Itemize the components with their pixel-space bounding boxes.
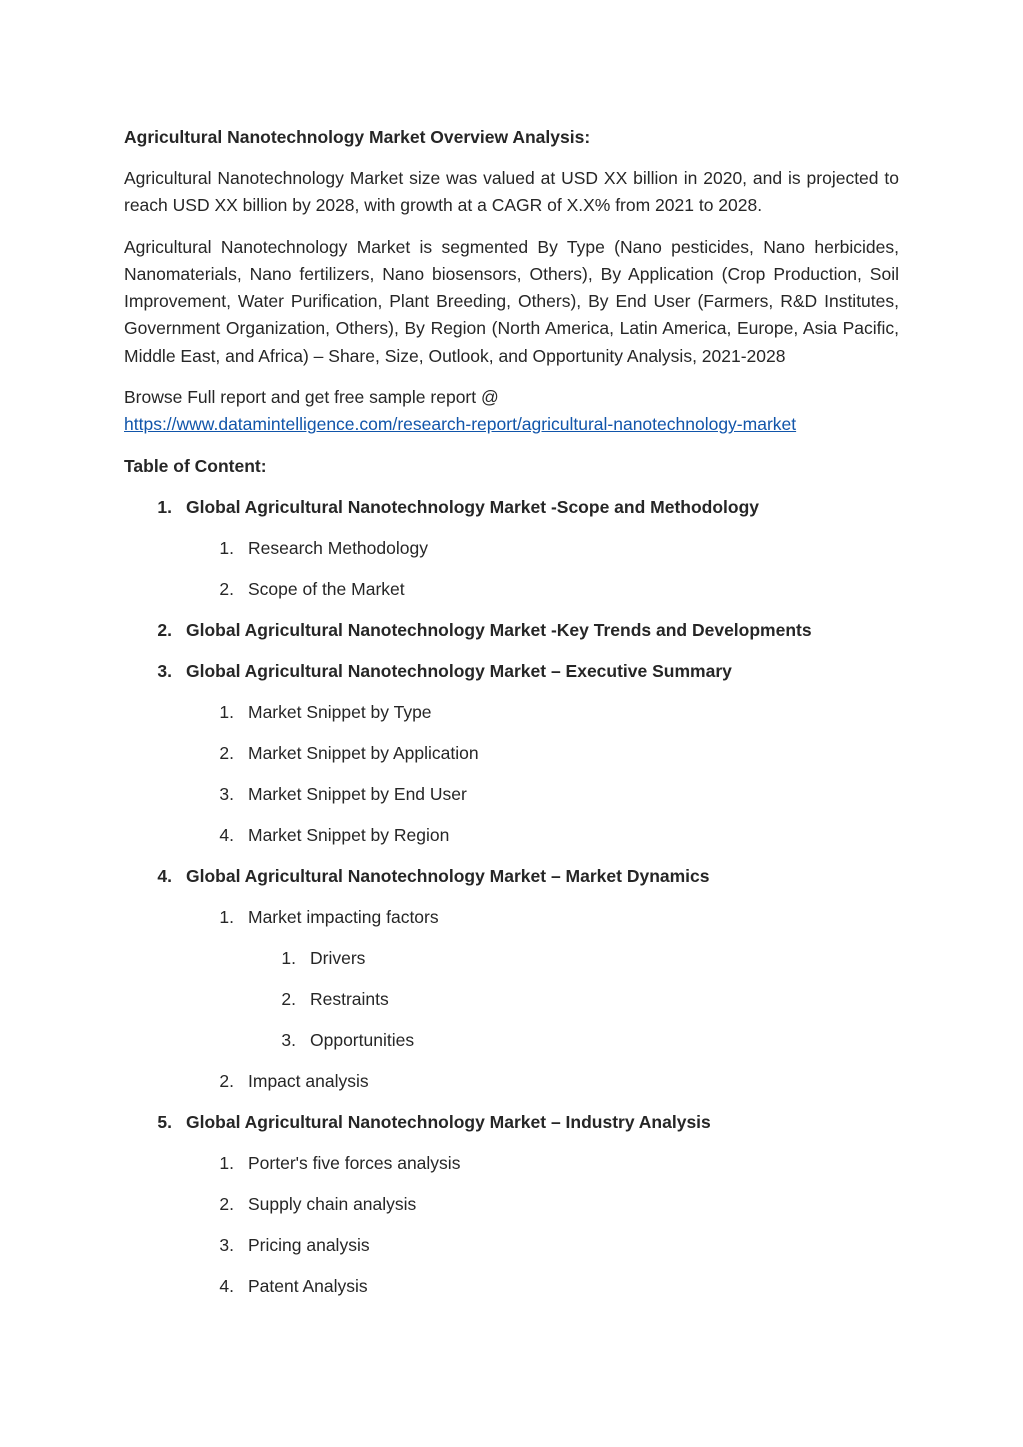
- toc-item-number: 1.: [157, 496, 172, 517]
- report-link[interactable]: https://www.datamintelligence.com/research-report/agricultural-nanotechnology-market: [124, 414, 797, 435]
- toc-item-text: Market Snippet by Application: [248, 742, 479, 763]
- toc-item-text: Market Snippet by Type: [248, 701, 432, 722]
- toc-item-level2: [124, 808, 899, 849]
- toc-item-text: Global Agricultural Nanotechnology Market – Executive Summary: [186, 660, 732, 681]
- toc-item-level2: [124, 1259, 899, 1300]
- toc-item-text: Global Agricultural Nanotechnology Market -Key Trends and Developments: [186, 619, 812, 640]
- toc-item-text: Global Agricultural Nanotechnology Market – Market Dynamics: [186, 865, 710, 886]
- toc-item-text: Global Agricultural Nanotechnology Market – Industry Analysis: [186, 1111, 711, 1132]
- toc-item-number: 1.: [219, 701, 234, 722]
- toc-item-number: 3.: [281, 1029, 296, 1050]
- toc-item-text: Supply chain analysis: [248, 1193, 417, 1214]
- toc-item-number: 2.: [281, 988, 296, 1009]
- toc-item-level1: [124, 480, 899, 521]
- toc-item-level3: [124, 1013, 899, 1054]
- toc-item-level1: [124, 644, 899, 685]
- toc-item-text: Scope of the Market: [248, 578, 405, 599]
- toc-item-number: 3.: [157, 660, 172, 681]
- toc-item-level2: [124, 1054, 899, 1095]
- toc-item-number: 1.: [219, 906, 234, 927]
- toc-item-level2: [124, 521, 899, 562]
- toc-item-level2: [124, 1218, 899, 1259]
- toc-item-text: Market Snippet by End User: [248, 783, 467, 804]
- toc-item-level1: [124, 1095, 899, 1136]
- toc-item-number: 2.: [219, 578, 234, 599]
- toc-item-level2: [124, 1136, 899, 1177]
- toc-item-level3: [124, 972, 899, 1013]
- toc-item-text: Market impacting factors: [248, 906, 439, 927]
- toc-title: Table of Content:: [124, 455, 267, 476]
- table-of-contents: [124, 480, 899, 1300]
- toc-item-text: Porter's five forces analysis: [248, 1152, 461, 1173]
- toc-item-number: 3.: [219, 1234, 234, 1255]
- browse-report-block: [124, 384, 899, 439]
- toc-item-number: 4.: [219, 824, 234, 845]
- toc-item-level2: [124, 562, 899, 603]
- market-size-paragraph: Agricultural Nanotechnology Market size was valued at USD XX billion in 2020, and is projected to reach USD XX billion by 2028, with growth at a CAGR of X.X% from 2021 to 2028.: [124, 168, 899, 216]
- toc-item-level1: [124, 603, 899, 644]
- toc-item-level1: [124, 849, 899, 890]
- toc-item-number: 4.: [157, 865, 172, 886]
- toc-item-level2: [124, 767, 899, 808]
- toc-item-number: 3.: [219, 783, 234, 804]
- segmentation-paragraph: Agricultural Nanotechnology Market is segmented By Type (Nano pesticides, Nano herbicides, Nanomaterials, Nano fertilizers, Nano biosensors, Others), By Application (Crop Production, Soil Improvement, Water Purification, Plant Breeding, Others), By End User (Farmers, R&D Institutes, Government Organization, Others), By Region (North America, Latin America, Europe, Asia Pacific, Middle East, and Africa) – Share, Size, Outlook, and Opportunity Analysis, 2021-2028: [124, 236, 899, 366]
- toc-item-number: 2.: [219, 1070, 234, 1091]
- toc-item-level3: [124, 931, 899, 972]
- toc-item-number: 2.: [219, 1193, 234, 1214]
- toc-item-text: Opportunities: [310, 1029, 415, 1050]
- toc-item-text: Research Methodology: [248, 537, 428, 558]
- toc-item-number: 1.: [219, 537, 234, 558]
- toc-item-level2: [124, 726, 899, 767]
- overview-heading: Agricultural Nanotechnology Market Overview Analysis:: [124, 127, 591, 147]
- toc-item-text: Restraints: [310, 988, 389, 1009]
- toc-item-text: Impact analysis: [248, 1070, 369, 1091]
- toc-item-text: Global Agricultural Nanotechnology Market -Scope and Methodology: [186, 496, 760, 517]
- toc-item-text: Pricing analysis: [248, 1234, 370, 1255]
- toc-item-level2: [124, 890, 899, 931]
- toc-item-level2: [124, 1177, 899, 1218]
- toc-item-text: Drivers: [310, 947, 366, 968]
- browse-text: Browse Full report and get free sample report @: [124, 387, 499, 408]
- toc-item-level2: [124, 685, 899, 726]
- toc-item-number: 1.: [219, 1152, 234, 1173]
- document-page: [124, 124, 899, 1300]
- toc-item-number: 5.: [157, 1111, 172, 1132]
- toc-item-text: Patent Analysis: [248, 1275, 368, 1296]
- toc-item-number: 4.: [219, 1275, 234, 1296]
- toc-item-text: Market Snippet by Region: [248, 824, 450, 845]
- toc-item-number: 2.: [157, 619, 172, 640]
- toc-item-number: 1.: [281, 947, 296, 968]
- toc-item-number: 2.: [219, 742, 234, 763]
